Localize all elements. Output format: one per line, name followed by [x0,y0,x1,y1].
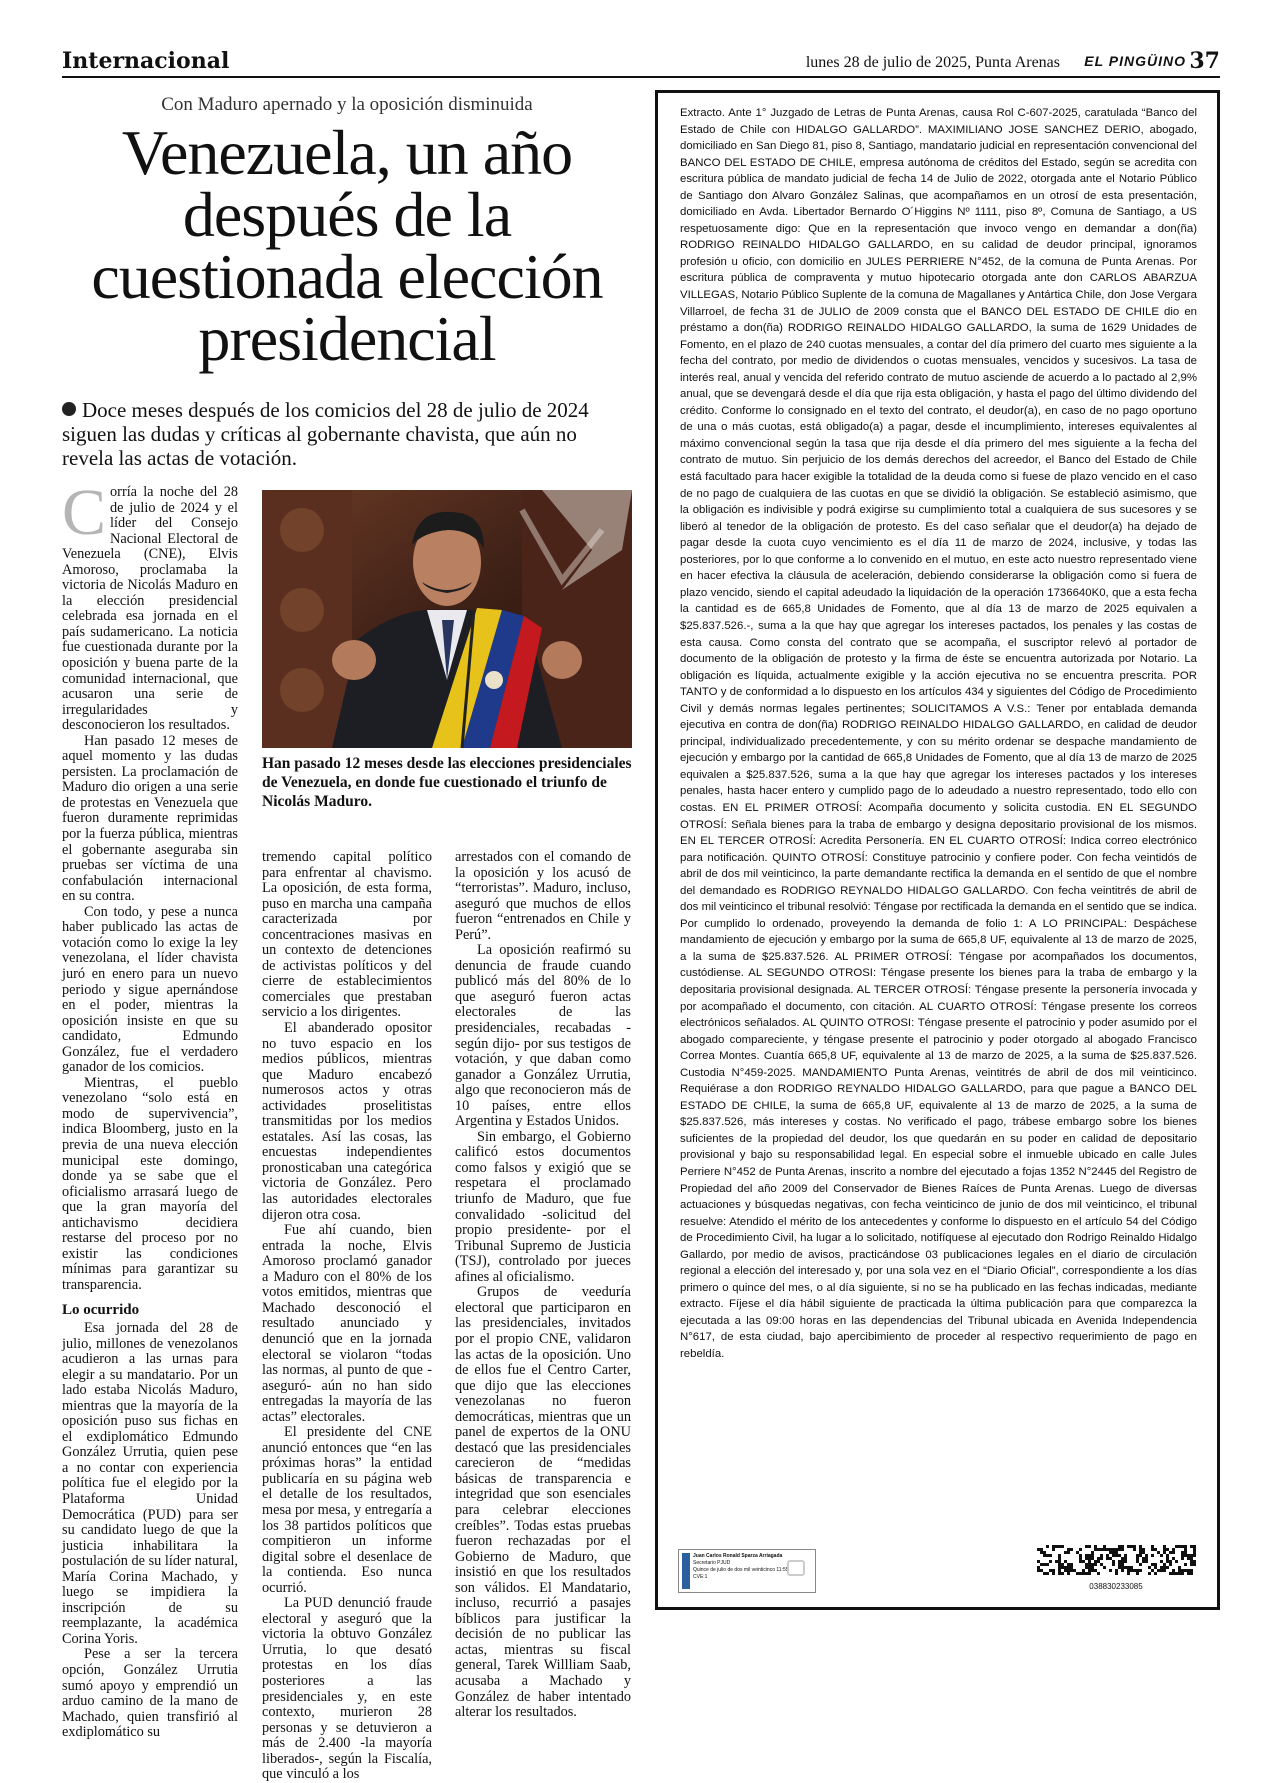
article-photo [262,490,632,748]
photo-illustration [262,490,632,748]
drop-cap: C [62,476,107,549]
paragraph: El presidente del CNE anunció entonces que “en las próximas horas” la entidad publicaría en su página web el detalle de los resultados, mesa por mesa, y entregaría a los 38 partidos políticos que compitieron un informe digital sobre el desenlace de la contienda. Eso nunca ocurrió. [262,1424,432,1596]
page-header [62,48,1220,78]
signature-role: Secretario PJUD [693,1560,731,1566]
article-column-2 [262,850,432,1783]
paragraph: Grupos de veeduría electoral que participaron en las presidenciales, invitados por el propio CNE, validaron las actas de la oposición. Uno de ellos fue el Centro Carter, que dijo que las elecciones venezolanas no fueron democráticas, mientras que un panel de expertos de la ONU destacó que las presidenciales carecieron de “medidas básicas de transparencia e integridad que son esenciales para celebrar elecciones creíbles”. Todas estas pruebas fueron rechazadas por el Gobierno de Maduro, que insistió en que los resultados son válidos. El Mandatario, incluso, recurrió a pasajes bíblicos para justificar la decisión de no publicar las actas, mientras su fiscal general, Tarek Willliam Saab, acusaba a Machado y González de haber intentado alterar los resultados. [455,1284,631,1721]
paragraph: arrestados con el comando de la oposición y los acusó de “terroristas”. Maduro, incluso, aseguró que muchos de ellos fueron “entrenados en Chile y Perú”. [455,849,631,943]
signature-date: Quince de julio de dos mil veinticinco 11:55 [693,1567,789,1573]
paragraph: Fue ahí cuando, bien entrada la noche, Elvis Amoroso proclamó ganador a Maduro con el 80% de los votos emitidos, mientras que Machado desconoció el resultado anunciado y denunció que en la jornada electoral se violaron “todas las normas, al punto de que -aseguró- aún no han sido entregadas la mayoría de las actas” electorales. [262,1222,432,1425]
paragraph: Mientras, el pueblo venezolano “solo está en modo de supervivencia”, indica Bloomberg, justo en la previa de una nueva elección municipal este domingo, donde ya se sabe que el oficialismo arrasará luego de que la gran mayoría del antichavismo decidiera restarse del proceso por no existir las condiciones mínimas para garantizar su transparencia. [62,1074,238,1293]
paragraph: Con todo, y pese a nunca haber publicado las actas de votación como lo exige la ley venezolana, el líder chavista juró en enero para un nuevo periodo y sigue apernándose en el poder, mientras la oposición insiste en que su candidato, Edmundo González, fue el verdadero ganador de los comicios. [62,903,238,1076]
electronic-signature [678,1549,816,1593]
paragraph: Han pasado 12 meses de aquel momento y las dudas persisten. La proclamación de Maduro dio origen a una serie de protestas en Venezuela que fueron duramente reprimidas por la fuerza pública, mientras el gobernante aseguraba sin pruebas ser víctima de una confabulación internacional en su contra. [62,732,238,905]
barcode-number: 038830233085 [1089,1582,1143,1591]
paragraph: Esa jornada del 28 de julio, millones de venezolanos acudieron a las urnas para elegir a su mandatario. Por un lado estaba Nicolás Maduro, mientras que la mayoría de la oposición puso sus fichas en el exdiplomático Edmundo González Urrutia, quien pese a no contar con experiencia política fue el elegido por la Plataforma Unidad Democrática (PUD) para ser su candidato luego de que la justicia inhabilitara la postulación de su líder natural, María Corina Machado, y luego se impidiera la inscripción de su reemplazante, la académica Corina Yoris. [62,1319,238,1647]
bullet-icon [62,402,76,416]
signature-logo-icon [682,1553,690,1589]
legal-notice-text: Extracto. Ante 1° Juzgado de Letras de Punta Arenas, causa Rol C-607-2025, caratulada “Banco del Estado de Chile con HIDALGO GALLARDO”. MAXIMILIANO JOSE SANCHEZ DERIO, abogado, domiciliado en San Diego 81, piso 8, Santiago, mandatario judicial en representación convencional del BANCO DEL ESTADO DE CHILE, empresa autónoma de créditos del Estado, según se acredita con escritura pública de mandato judicial de fecha 14 de Julio de 2022, otorgada ante el Notario Público de Santiago don Alvaro González Salinas, que acompañamos en un otrosí de esta presentación, domiciliado en Avda. Libertador Bernardo O´Higgins Nº 1111, piso 8º, Comuna de Santiago, a US respetuosamente digo: Que en la representación que invoco vengo en demandar a don(ña) RODRIGO REINALDO HIDALGO GALLARDO, en su calidad de deudor principal, ignoramos profesión u oficio, con domicilio en JULES PERRIERE N°452, de la comuna de Punta Arenas. Por escritura pública de compraventa y mutuo hipotecario otorgada ante don CARLOS ABARZUA VILLEGAS, Notario Público Suplente de la comuna de Magallanes y Antártica Chile, don Jose Vergara Villarroel, de fecha 31 de JULIO de 2009 consta que el BANCO DEL ESTADO DE CHILE dio en préstamo a don(ña) RODRIGO REINALDO HIDALGO GALLARDO, la suma de 1629 Unidades de Fomento, en el plazo de 240 cuotas mensuales, a contar del día primero del cuarto mes siguiente a la fecha del contrato, por medio de dividendos o cuotas mensuales, vencidos y sucesivos. La tasa de interés real, anual y vencida del referido contrato de mutuo asciende de acuerdo a lo pactado al 2,9% anual, que se devengará desde el día que rija esta obligación, y hasta el pago del último dividendo del crédito. Conforme lo consignado en el texto del contrato, el deudor(a), en caso de no pago oportuno de una o más cuotas, está obligado(a) a pagar, desde el incumplimiento, intereses equivalentes al máximo convencional según la tasa que rija desde el día primero del mes siguiente a la fecha del contrato de mutuo. Sin perjuicio de los demás derechos del acreedor, el Banco del Estado de Chile está facultado para hacer exigible la totalidad de la deuda como si fuese de plazo vencido en el caso de no pago de cualquiera de las cuotas en que se dividió la obligación. Se estableció asimismo, que la obligación es indivisible y podrá exigirse su cumplimiento total a cualquiera de sus sucesores y se liberó al tenedor de la obligación de protesto. Es del caso señalar que el deudor(a) ha dejado de pagar desde la cuota cuyo vencimiento es el día 11 de marzo de 2024, inclusive, y todas las posteriores, por lo que conforme a lo convenido en el mutuo, en este acto nuestro representado viene en hacer efectiva la cláusula de aceleración, debiendo considerarse la obligación como si fuera de plazo vencido, siendo el capital adeudado la liquidación de la operación 1736640K0, que a esta fecha la cantidad es de 665,8 Unidades de Fomento, que al día 13 de marzo de 2025 equivalen a $25.837.526.-, suma a la que hay que agregar los intereses pactados, los penales y las costas de esta causa. Como consta del contrato que se acompaña, el suscriptor relevó al portador de documento de la obligación de protesto y la firma de éste se encuentra autorizada por Notario. La obligación es líquida, actualmente exigible y la acción ejecutiva no se encuentra prescrita. POR TANTO y de conformidad a lo dispuesto en los artículos 434 y siguientes del Código de Procedimiento Civil y demás normas legales pertinentes; SOLICITAMOS A V.S.: Tener por entablada demanda ejecutiva en contra de don(ña) RODRIGO REINALDO HIDALGO GALLARDO, en calidad de deudor principal, individualizado precedentemente, y con su mérito ordenar se despache mandamiento de ejecución y embargo por la cantidad de 665,8 Unidades de Fomento, que al día 13 de marzo de 2025 equivalen a $25.837.526, suma a la que hay que agregar los intereses pactados y los intereses penales, hasta hacer entero y cumplido pago de lo adeudado a nuestro representado, todo ello con costas. EN EL PRIMER OTROSÍ: Acompaña documento y solicita custodia. EN EL SEGUNDO OTROSÍ: Señala bienes para la traba de embargo y designa depositario provisional de los mismos. EN EL TERCER OTROSÍ: Acredita Personería. EN EL CUARTO OTROSÍ: Indica correo electrónico para notificación. QUINTO OTROSÍ: Constituye patrocinio y confiere poder. Con fecha veintidós de abril de dos mil veinticinco, la parte demandante rectifica la demanda en el sentido de que el nombre del demandado es RODRIGO REYNALDO HIDALGO GALLARDO. Con fecha veintitrés de abril de dos mil veinticinco el tribunal resolvió: Téngase por rectificada la demanda en el sentido que se indica. Por cumplido lo ordenado, proveyendo la demanda de folio 1: A LO PRINCIPAL: Despáchese mandamiento de ejecución y embargo por la suma de 665,8 UF, equivalente al 13 de marzo de 2025, a la suma de $25.837.526. AL PRIMER OTROSÍ: Téngase por acompañados los documentos, custódiense. AL SEGUNDO OTROSI: Téngase presente los bienes para la traba de embargo y la depositaria provisional designada. AL TERCER OTROSÍ: Téngase presente la personería invocada y por acompañado el documento, con citación. AL CUARTO OTROSÍ: Téngase presente los correos electrónicos señalados. AL QUINTO OTROSI: Téngase presente el patrocinio y poder asumido por el abogado compareciente, y téngase presente el patrocinio y poder otorgado al abogado Francisco Correa Montes. Cuantía 665,8 UF, equivalente al 13 de marzo de 2025, a la suma de $25.837.526. Custodia N°459-2025. MANDAMIENTO Punta Arenas, veintitrés de abril de dos mil veinticinco. Requiérase a don RODRIGO REYNALDO HIDALGO GALLARDO, para que pague a BANCO DEL ESTADO DE CHILE, la suma de 665,8 UF, equivalente al 13 de marzo de 2025, a la suma de $25.837.526, más intereses y costas. No verificado el pago, trábese embargo sobre los bienes suficientes de la propiedad del deudor, los que quedarán en su poder en calidad de depositario provisional y bajo su responsabilidad legal. En especial sobre el inmueble ubicado en calle Jules Perriere N°452 de Punta Arenas, inscrito a nombre del ejecutado a fojas 1352 N°2445 del Registro de Propiedad del año 2009 del Conservador de Bienes Raíces de Punta Arenas. Luego de diversas actuaciones y búsquedas negativas, con fecha veinticinco de junio de dos mil veinticinco, el tribunal resuelve: Atendido el mérito de los antecedentes y conforme lo dispuesto en el artículo 54 del Código de Procedimiento Civil, ha lugar a lo solicitado, notifíquese al ejecutado don Rodrigo Reinaldo Hidalgo Gallardo, por medio de avisos, practicándose 03 publicaciones legales en el diario de circulación regional a elección del interesado y, por una sola vez en el “Diario Oficial”, correspondiente a los días primero o quince del mes, o al día siguiente, si no se ha publicado en las fechas indicadas, mediante extracto. Fíjese el día hábil siguiente de practicada la última publicación para que comparezca la ejecutada a las 09:00 horas en las dependencias del Tribunal ubicada en Avenida Independencia N°617, de esta ciudad, bajo apercibimiento de proceder al respectivo requerimiento de pago en rebeldía. [680,107,1197,1361]
signature-cve: CVE:1 [693,1574,708,1580]
page-number: 37 [1189,48,1220,74]
article-deck [62,398,632,470]
photo-caption: Han pasado 12 meses desde las elecciones presidenciales de Venezuela, en donde fue cuestionado el triunfo de Nicolás Maduro. [262,755,632,810]
deck-text: Doce meses después de los comicios del 28 de julio de 2024 siguen las dudas y críticas al gobernante chavista, que aún no revela las actas de votación. [62,398,589,470]
legal-notice-box [655,90,1220,1610]
article-kicker: Con Maduro apernado y la oposición disminuida [161,94,533,115]
paragraph: El abanderado opositor no tuvo espacio en los medios públicos, mientras que Maduro encabezó numerosos actos y otras actividades proselitistas transmitidas por los medios estatales. Así las cosas, las encuestas independientes pronosticaban una categórica victoria de González. Pero las autoridades electorales dijeron otra cosa. [262,1020,432,1223]
barcode-block [1035,1543,1197,1589]
paragraph: tremendo capital político para enfrentar al chavismo. La oposición, de esta forma, puso en marcha una campaña caracterizada por concentraciones masivas en un contexto de detenciones de activistas políticos y del cierre de establecimientos comerciales que prestaban servicio a los dirigentes. [262,849,432,1021]
article-column-1 [62,476,238,1741]
paragraph: Corría la noche del 28 de julio de 2024 y el líder del Consejo Nacional Electoral de Venezuela (CNE), Elvis Amoroso, proclamaba la victoria de Nicolás Maduro en la elección presidencial celebrada esa jornada en el país sudamericano. La noticia fue cuestionada durante por la oposición y buena parte de la comunidad internacional, que acusaron una serie de irregularidades y desconocieron los resultados. [62,476,238,734]
paragraph: Sin embargo, el Gobierno calificó estos documentos como falsos y exigió que se respetara el proclamado triunfo de Maduro, que fue convalidado -solicitud del propio presidente- por el Tribunal Supremo de Justicia (TSJ), controlado por jueces afines al oficialismo. [455,1128,631,1285]
paragraph: Pese a ser la tercera opción, González Urrutia sumó apoyo y emprendió un arduo camino de la mano de Machado, quien transfirió al exdiplomático su [62,1646,238,1741]
section-title: Internacional [62,48,230,74]
paragraph: La oposición reafirmó su denuncia de fraude cuando publicó más del 80% de lo que aseguró fueron actas electorales de las presidenciales, recabadas -según dijo- por sus testigos de votación, y que daban como ganador a González Urrutia, algo que reconocieron más de 10 países, entre ellos Argentina y Estados Unidos. [455,942,631,1130]
article-headline: Venezuela, un año después de la cuestionada elección presidencial [91,117,603,374]
dateline: lunes 28 de julio de 2025, Punta Arenas [805,54,1060,71]
paragraph: La PUD denunció fraude electoral y aseguró que la victoria la obtuvo González Urrutia, lo que desató protestas en los días posteriores a las presidenciales y, en este contexto, murieron 28 personas y se detuvieron a más de 2.400 -la mayoría liberados-, según la Fiscalía, que vinculó a los [262,1595,432,1783]
signature-name: Juan Carlos Ronald Sparza Arriagada [693,1553,783,1559]
article-column-3 [455,850,631,1721]
section-subhead: Lo ocurrido [62,1302,140,1319]
newspaper-logo: EL PINGÜINO [1084,53,1186,69]
barcode-icon [1035,1543,1197,1577]
lock-icon [787,1560,805,1576]
